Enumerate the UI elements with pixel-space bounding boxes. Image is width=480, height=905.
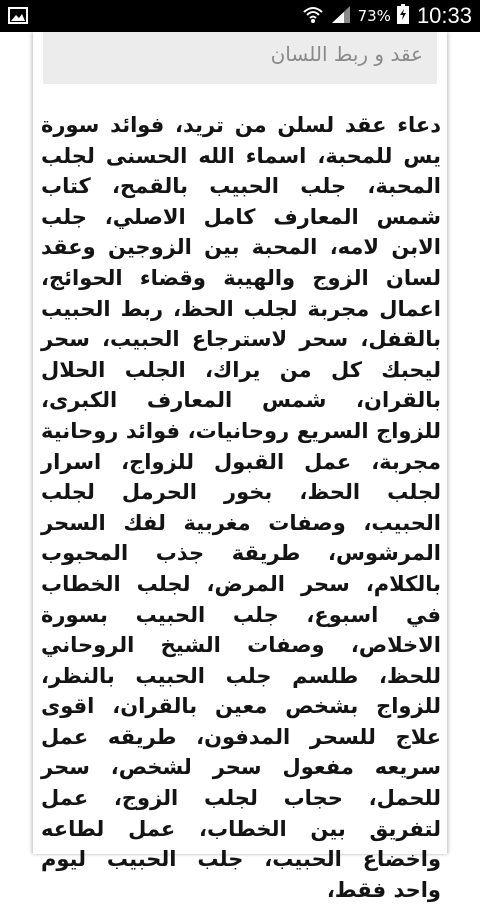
status-bar: [0, 0, 480, 32]
battery-percent: 73%: [357, 7, 391, 25]
signal-icon: [330, 4, 352, 28]
article-card[interactable]: [33, 32, 447, 902]
gallery-icon: [8, 7, 28, 24]
status-icons: [302, 0, 472, 32]
wifi-icon: [302, 4, 324, 28]
article-body: دعاء عقد لسلن من تريد، فوائد سورة يس للمحبة، اسماء الله الحسنى لجلب المحبة، جلب الحبيب بالقمح، كتاب شمس المعارف كامل الاصلي، جلب الابن لامه، المحبة بين الزوجين وعقد لسان الزوج والهيبة وقضاء الحوائج، اعمال مجربة لجلب الحظ، ربط الحبيب بالقفل، سحر لاسترجاع الحبيب، سحر ليحبك كل من يراك، الجلب الحلال بالقران، شمس المعارف الكبرى، للزواج السريع روحانيات، فوائد روحانية مجربة، عمل القبول للزواج، اسرار لجلب الحظ، بخور الحرمل لجلب الحبيب، وصفات مغربية لفك السحر المرشوس، طريقة جذب المحبوب بالكلام، سحر المرض، لجلب الخطاب في اسبوع، جلب الحبيب بسورة الاخلاص، وصفات الشيخ الروحاني للحظ، طلسم جلب الحبيب بالنظر، للزواج بشخص معين بالقران، اقوى علاج للسحر المدفون، طريقه عمل سريعه مفعول سحر لشخص، سحر للحمل، حجاب لجلب الزوج، عمل لتفريق بين الخطاب، عمل لطاعه واخضاع الحبيب، جلب الحبيب ليوم واحد فقط،: [41, 113, 441, 902]
battery-icon: [397, 4, 409, 28]
clock: 10:33: [416, 3, 472, 28]
article-title: عقد و ربط اللسان: [270, 42, 423, 66]
article-header: [43, 32, 437, 84]
